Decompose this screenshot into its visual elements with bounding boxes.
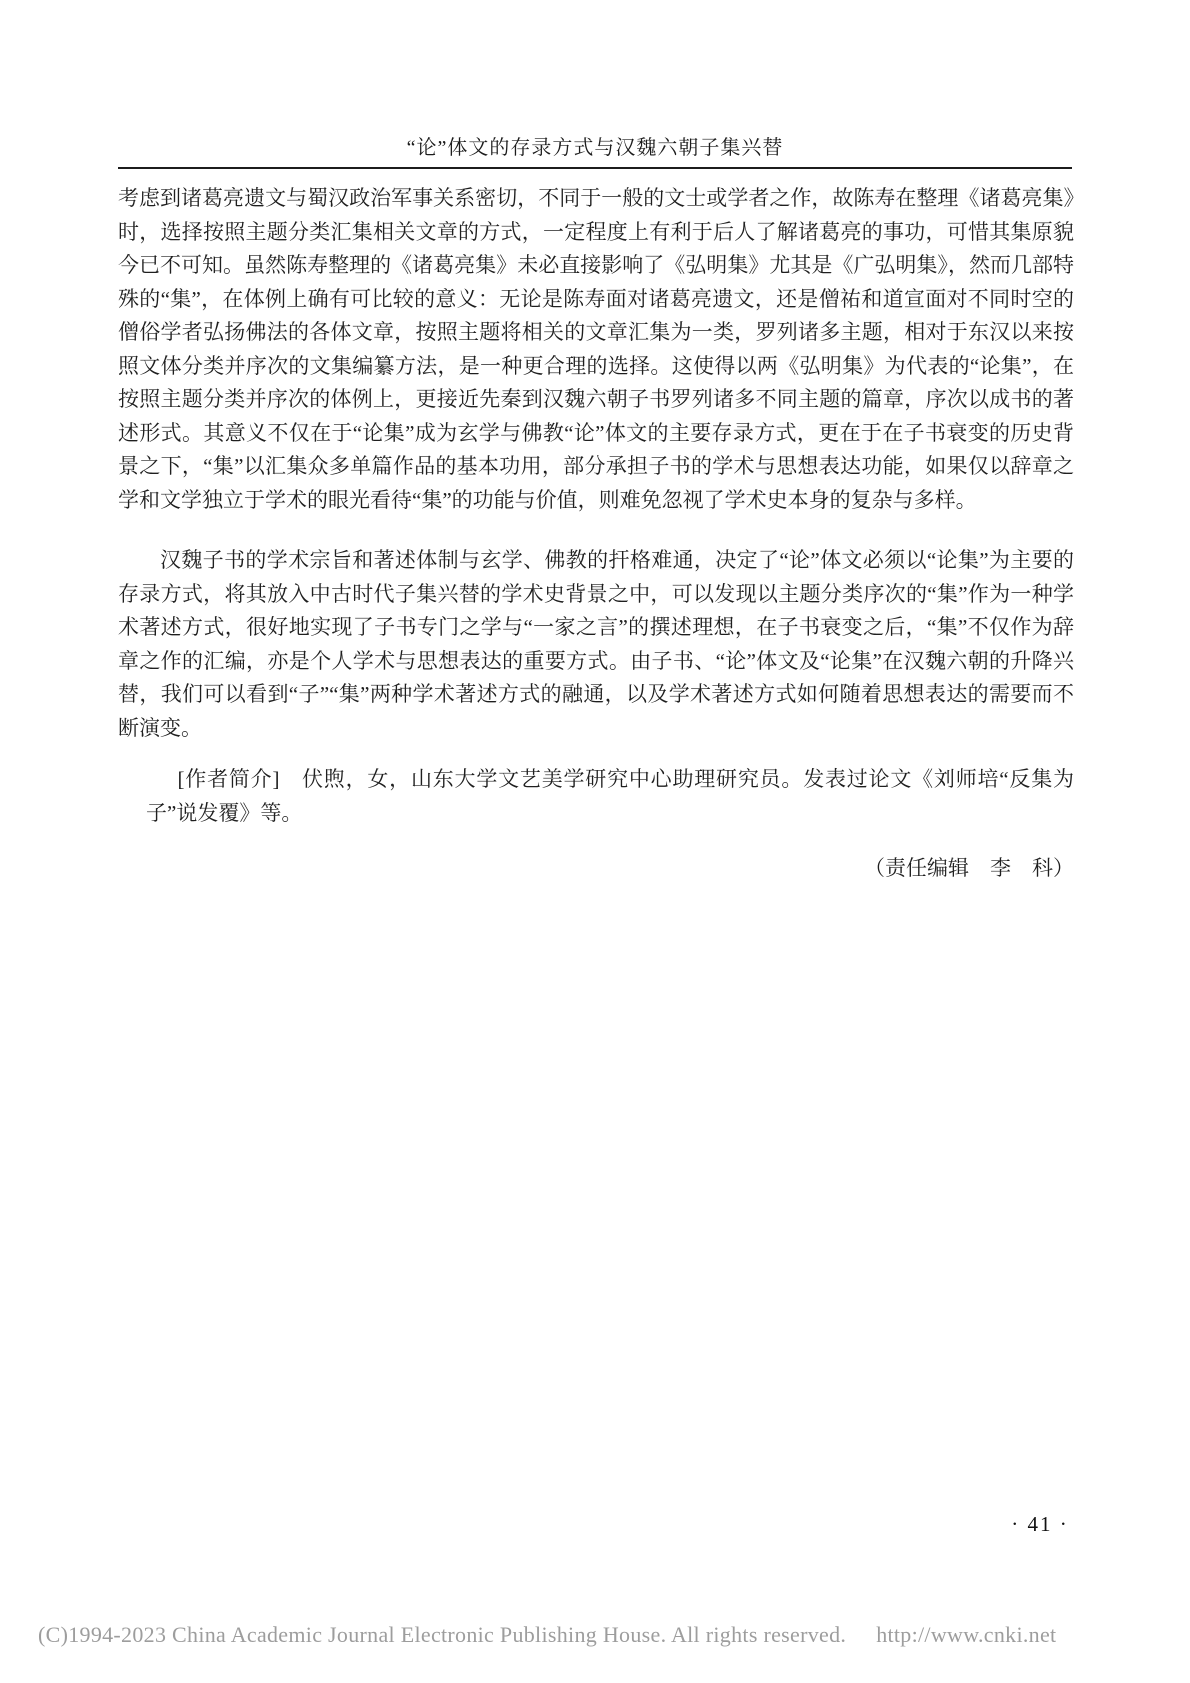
footer-copyright: (C)1994-2023 China Academic Journal Electronic Publishing House. All rights reserved. (38, 1622, 847, 1647)
footer-watermark (38, 1622, 1178, 1648)
header-rule (118, 167, 1072, 169)
author-bio-note: [作者简介] 伏煦，女，山东大学文艺美学研究中心助理研究员。发表过论文《刘师培“反集为子”说发覆》等。 (146, 767, 1074, 825)
page-number: · 41 · (1011, 1512, 1069, 1536)
editor-credit: （责任编辑 李 科） (864, 856, 1074, 880)
body-paragraph-2: 汉魏子书的学术宗旨和著述体制与玄学、佛教的扞格难通，决定了“论”体文必须以“论集”为主要的存录方式，将其放入中古时代子集兴替的学术史背景之中，可以发现以主题分类序次的“集”作为一种学术著述方式，很好地实现了子书专门之学与“一家之言”的撰述理想，在子书衰变之后，“集”不仅作为辞章之作的汇编，亦是个人学术与思想表达的重要方式。由子书、“论”体文及“论集”在汉魏六朝的升降兴替，我们可以看到“子”“集”两种学术著述方式的融通，以及学术著述方式如何随着思想表达的需要而不断演变。 (118, 548, 1074, 740)
article-body (118, 182, 1074, 907)
footer-url: http://www.cnki.net (876, 1622, 1057, 1647)
body-paragraph-1: 考虑到诸葛亮遗文与蜀汉政治军事关系密切，不同于一般的文士或学者之作，故陈寿在整理《诸葛亮集》时，选择按照主题分类汇集相关文章的方式，一定程度上有利于后人了解诸葛亮的事功，可惜其集原貌今已不可知。虽然陈寿整理的《诸葛亮集》未必直接影响了《弘明集》尤其是《广弘明集》，然而几部特殊的“集”，在体例上确有可比较的意义：无论是陈寿面对诸葛亮遗文，还是僧祐和道宣面对不同时空的僧俗学者弘扬佛法的各体文章，按照主题将相关的文章汇集为一类，罗列诸多主题，相对于东汉以来按照文体分类并序次的文集编纂方法，是一种更合理的选择。这使得以两《弘明集》为代表的“论集”，在按照主题分类并序次的体例上，更接近先秦到汉魏六朝子书罗列诸多不同主题的篇章，序次以成书的著述形式。其意义不仅在于“论集”成为玄学与佛教“论”体文的主要存录方式，更在于在子书衰变的历史背景之下，“集”以汇集众多单篇作品的基本功用，部分承担子书的学术与思想表达功能，如果仅以辞章之学和文学独立于学术的眼光看待“集”的功能与价值，则难免忽视了学术史本身的复杂与多样。 (118, 186, 1074, 512)
running-head-title: “论”体文的存录方式与汉魏六朝子集兴替 (406, 137, 784, 159)
